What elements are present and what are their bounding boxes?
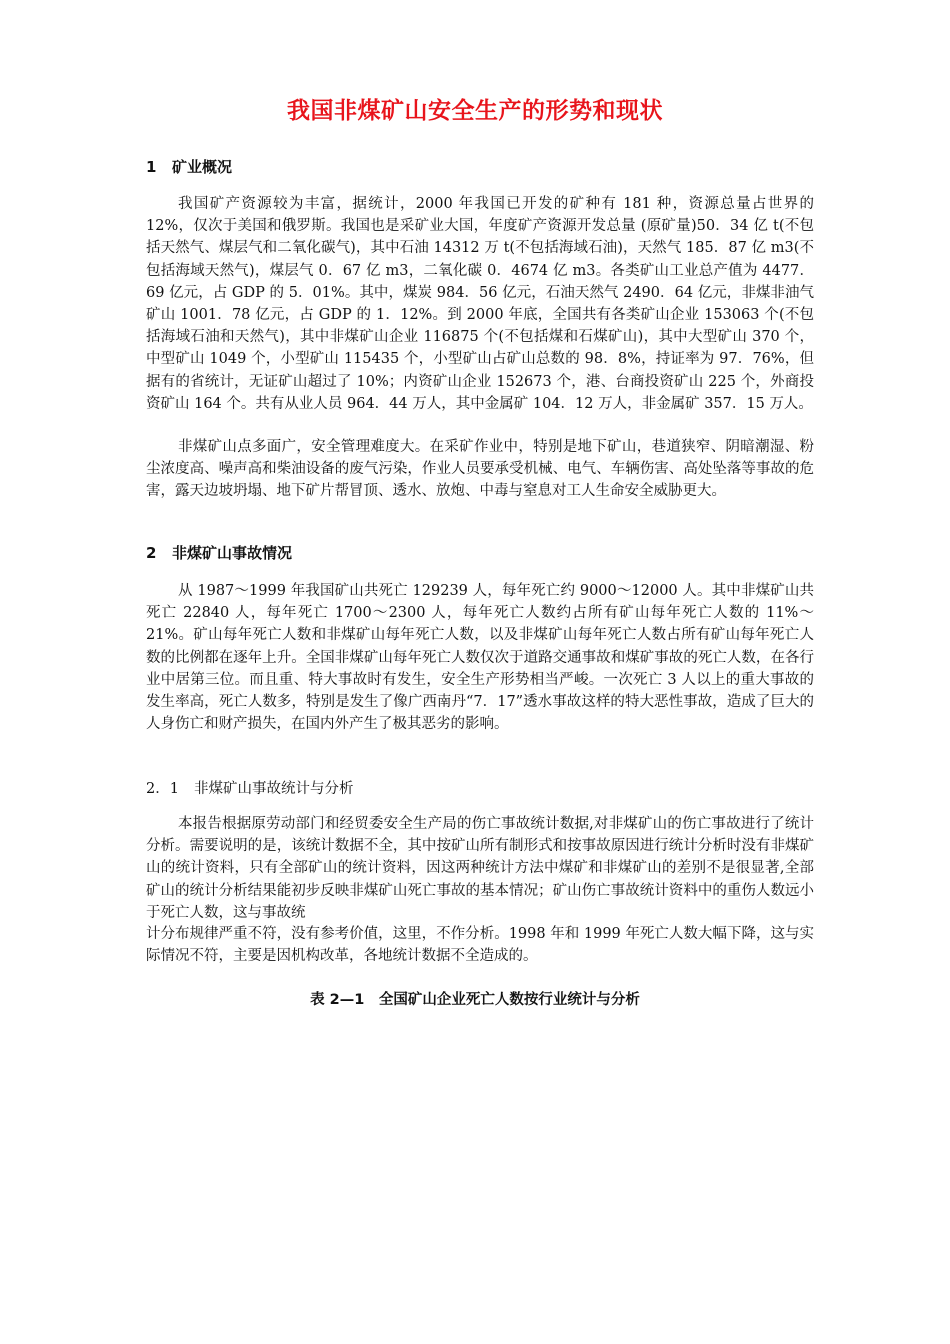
document-title: 我国非煤矿山安全生产的形势和现状 — [287, 98, 663, 124]
section-2-number: 2 — [146, 544, 157, 562]
section-1-heading — [146, 156, 232, 177]
section-2-1-paragraph-2: 计分布规律严重不符，没有参考价值，这里，不作分析。1998 年和 1999 年死亡人数大幅下降，这与实际情况不符，主要是因机构改革，各地统计数据不全造成的。 — [146, 926, 814, 965]
section-1-title: 矿业概况 — [172, 158, 233, 176]
section-2-paragraph-1: 从 1987～1999 年我国矿山共死亡 129239 人，每年死亡约 9000～12000 人。其中非煤矿山共死亡 22840 人，每年死亡 1700～2300 人，每年死亡人数约占所有矿山每年死亡人数的 11%～21%。矿山每年死亡人数和非煤矿山每年死亡人数，以及非煤矿山每年死亡人数占所有矿山每年死亡人数的比例都在逐年上升。全国非煤矿山每年死亡人数仅次于道路交通事故和煤矿事故的死亡人数，在各行业中居第三位。而且重、特大事故时有发生，安全生产形势相当严峻。一次死亡 3 人以上的重大事故的发生率高，死亡人数多，特别是发生了像广西南丹“7．17”透水事故这样的特大恶性事故，造成了巨大的人身伤亡和财产损失，在国内外产生了极其恶劣的影响。 — [146, 583, 814, 733]
section-1-number: 1 — [146, 158, 157, 176]
section-1-paragraph-1: 我国矿产资源较为丰富，据统计，2000 年我国已开发的矿种有 181 种，资源总量占世界的 12%，仅次于美国和俄罗斯。我国也是采矿业大国，年度矿产资源开发总量 (原矿量)50．34 亿 t(不包括天然气、煤层气和二氧化碳气)，其中石油 14312 万 t(不包括海域石油)，天然气 185．87 亿 m3(不包括海域天然气)，煤层气 0．67 亿 m3，二氧化碳 0．4674 亿 m3。各类矿山工业总产值为 4477．69 亿元，占 GDP 的 5．01%。其中，煤炭 984．56 亿元，石油天然气 2490．64 亿元，非煤非油气矿山 1001．78 亿元，占 GDP 的 1．12%。到 2000 年底，全国共有各类矿山企业 153063 个(不包括海域石油和天然气)，其中非煤矿山企业 116875 个(不包括煤和石煤矿山)，其中大型矿山 370 个，中型矿山 1049 个，小型矿山 115435 个，小型矿山占矿山总数的 98．8%，持证率为 97．76%，但据有的省统计，无证矿山超过了 10%；内资矿山企业 152673 个，港、台商投资矿山 225 个，外商投资矿山 164 个。共有从业人员 964．44 万人，其中金属矿 104．12 万人，非金属矿 357．15 万人。 — [146, 196, 814, 412]
table-caption: 表 2—1 全国矿山企业死亡人数按行业统计与分析 — [310, 992, 640, 1008]
section-2-title: 非煤矿山事故情况 — [172, 544, 293, 562]
section-2-1-title: 非煤矿山事故统计与分析 — [194, 781, 354, 797]
section-2-1-heading — [146, 777, 354, 798]
section-2-heading — [146, 542, 292, 563]
section-2-1-paragraph-1: 本报告根据原劳动部门和经贸委安全生产局的伤亡事故统计数据,对非煤矿山的伤亡事故进行了统计分析。需要说明的是，该统计数据不全，其中按矿山所有制形式和按事故原因进行统计分析时没有非煤矿山的统计资料，只有全部矿山的统计资料，因这两种统计方法中煤矿和非煤矿山的差别不是很显著,全部矿山的统计分析结果能初步反映非煤矿山死亡事故的基本情况；矿山伤亡事故统计资料中的重伤人数远小于死亡人数，这与事故统 — [146, 816, 814, 921]
section-2-1-number: 2．1 — [146, 781, 179, 797]
section-1-paragraph-2: 非煤矿山点多面广，安全管理难度大。在采矿作业中，特别是地下矿山，巷道狭窄、阴暗潮湿、粉尘浓度高、噪声高和柴油设备的废气污染，作业人员要承受机械、电气、车辆伤害、高处坠落等事故的危害，露天边坡坍塌、地下矿片帮冒顶、透水、放炮、中毒与窒息对工人生命安全威胁更大。 — [146, 439, 814, 500]
